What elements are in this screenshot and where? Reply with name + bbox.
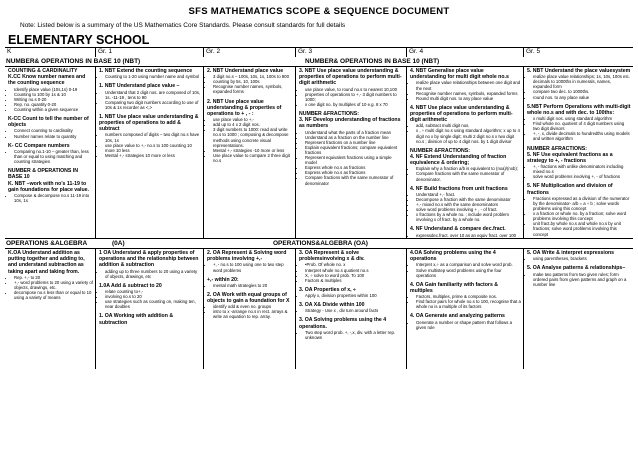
cell-oa-gr2 — [203, 249, 295, 369]
standard-bullet: • Explain why a fraction a/b is equivalent to (nxa)/(nxb); — [416, 166, 521, 171]
standard-bullet-list — [299, 87, 404, 107]
standard-bullet-list — [207, 74, 293, 94]
spacer — [207, 320, 293, 324]
standard-heading: 4.OA Solving problems using the 4 operations — [410, 250, 496, 263]
standard-bullet: • properties of operations to +,- 3 digit numbers to 1000; — [305, 92, 404, 102]
standard-bullet: • expressdec.fract. over 10 as an equiv fract. over 100 — [416, 233, 521, 238]
standard-bullet: • intro to x -arrange no.s in rect. arrays & write an equation to rep. array. — [213, 309, 293, 319]
standard-heading: 5.NBT Perform Operations with multi-digit whole no.s and with dec. to 100ths: — [527, 103, 631, 116]
standard-bullet-list — [8, 149, 93, 164]
standard-heading: 1. OA Working with addition & subtraction — [99, 313, 174, 326]
standard-bullet: • •Prob. Of whole no. x — [305, 262, 404, 267]
standard-bullet: • realize place value relationships; 1s, 10s, 100s etc. decimals to 1000ths in numerals, names, expanded form — [533, 74, 631, 89]
cell-oa-k — [5, 249, 95, 369]
standard-heading: 5. OA Analyse patterns & relationships– — [527, 265, 626, 272]
oa-left-label: OPERATIONS &ALGEBRA — [6, 240, 88, 247]
standard-bullet: • Solve multistep word problems using the four operations — [416, 268, 521, 278]
standard-bullet-list — [207, 117, 293, 163]
standard-bullet: • Number names relate to quantity — [14, 134, 93, 139]
standard-bullet: • Express whole no.s as fractions — [305, 165, 404, 170]
standard-bullet: • Strategy - Use x , div turn around facts — [305, 308, 404, 313]
standard-bullet: • +, - fractions with unlike denominators including mixed no.s — [533, 164, 631, 174]
standard-bullet-list — [207, 262, 293, 272]
cell-oa-gr1 — [95, 249, 203, 369]
standard-bullet: • Mental +,- strategies -10 more or less — [213, 148, 293, 153]
spacer — [527, 287, 631, 291]
standard-bullet: • +,- word problems to 20 using a variety of objects, drawings, etc. — [14, 280, 93, 290]
standard-heading: 3. OA Represent & solve problemsinvolving x & div. — [299, 250, 365, 263]
standard-bullet: • Counting to 100 by 1s & 10 — [14, 92, 93, 97]
standard-bullet: • Interpret whole no.s quotient no.s — [305, 268, 404, 273]
standard-bullet: • Interpret x,÷ as a comparison and solve word prob. — [416, 262, 521, 267]
standard-bullet-list — [99, 132, 201, 157]
standard-bullet: • Understand +,- fract. — [416, 192, 521, 197]
cell-oa-gr5 — [523, 249, 633, 369]
standard-heading: 5. OA Write & interpret expressions — [527, 250, 615, 256]
standard-bullet-list — [8, 193, 93, 203]
standard-bullet: • Counting to 1-20 using number name and symbol — [105, 74, 201, 79]
standard-bullet: • Identify place value (10s,1s) 0-19 — [14, 87, 93, 92]
standard-bullet: • Generate a number or shape pattern that follows a given rule — [416, 320, 521, 330]
standard-bullet: • adding up to three numbers to 20 using a variety of objects, drawings, etc — [105, 269, 201, 279]
standard-bullet: • X, ÷ solve to word prob. To 100 — [305, 273, 404, 278]
standard-heading: 1. NBT Extend the counting sequence — [99, 68, 193, 74]
standard-heading: COUNTING & CARDINALITY — [8, 68, 78, 74]
standard-bullet: • realize place value relationships between one digit and the next — [416, 80, 521, 90]
standard-bullet: • Comparing two digit numbers according to use of 10s & 1s recorder as <,> — [105, 100, 201, 110]
standard-bullet: • Represent fractions on a number line — [305, 140, 404, 145]
document-title: SFS MATHEMATICS SCOPE & SEQUENCE DOCUMENT — [188, 6, 450, 17]
standard-heading: 5. NF Use equivalent fractions as a strategy to +, - fractions — [527, 151, 613, 164]
standard-heading: 5. NF Multiplication and division of fractions — [527, 183, 613, 196]
standard-heading: 4. NBT Generalise place value understanding for multi digit whole no.s — [410, 68, 509, 81]
standard-bullet: • Apply x, division properties within 100 — [305, 293, 404, 298]
standard-bullet-list — [299, 130, 404, 186]
standard-bullet: • solve word problems involving + , - of fract. — [416, 207, 521, 212]
oa-grid — [5, 249, 633, 369]
standard-bullet: • Factors, multiples, prime & composite nos. — [416, 294, 521, 299]
standard-bullet: • +,- mixed no.s with the same denominators — [416, 202, 521, 207]
cell-nbt-gr5 — [523, 67, 633, 252]
nbt-left-label: NUMBER& OPERATIONS IN BASE 10 (NBT) — [6, 58, 141, 65]
standard-heading: +,- within 20: — [207, 276, 239, 283]
standard-bullet-list — [99, 90, 201, 110]
standard-bullet: • numbers composed of digits – two digit no.s have 10s, 1s — [105, 132, 201, 142]
standard-heading: K. NBT –work with no's 11-19 to gain foundations for place value. — [8, 180, 89, 193]
standard-heading: 2. NBT Understand place value — [207, 68, 284, 74]
standard-bullet: • add, subtract multi digit nos. — [416, 123, 521, 128]
standard-bullet: • relate counting to+,- — [105, 289, 201, 294]
nbt-grid — [5, 67, 633, 238]
standard-bullet: • decompose no.s less than or equal to 10 using a variety of means — [14, 290, 93, 300]
cell-nbt-gr3 — [295, 67, 406, 252]
standard-bullet-list — [410, 192, 521, 223]
column-gr2: Gr. 2 — [203, 48, 295, 57]
standard-bullet: • make two patterns from two given rules; form ordered pairs from given patterns and graph on a number line — [533, 272, 631, 287]
standard-bullet-list — [8, 128, 93, 138]
standard-bullet: • Find whole no. quotient of 4 digit numbers using two digit divisors — [533, 121, 631, 131]
standard-bullet-list — [99, 289, 201, 309]
spacer — [99, 158, 201, 162]
standard-bullet: • x multi digit nos. using standard algorithm — [533, 116, 631, 121]
standard-bullet: • Rep. +,- to 20 — [14, 275, 93, 280]
standard-heading: 3. OA Solving problems using the 4 operations. — [299, 317, 387, 330]
standard-bullet: • x a fraction or whole no. by a fraction; solve word problems involving this concept — [533, 211, 631, 221]
standard-heading: 5. NBT Understand the place valuesystem — [527, 68, 631, 74]
standard-heading: K- CC Compare numbers — [8, 142, 70, 149]
standard-bullet-list — [410, 262, 521, 277]
standard-bullet: • Round multi digit nos. to any place value — [416, 96, 521, 101]
standard-bullet: • 3 digit numbers to 1000: read and write no.s to 1000 ; composing & decompose methods using concrete visual representations. — [213, 127, 293, 147]
standard-heading: 4. NF Extend Understanding of fraction equivalence & ordering; — [410, 153, 507, 167]
standard-bullet: • Use place value to compare 2 three digit no.s — [213, 153, 293, 163]
standard-heading: 4. NF Understand & compare dec.fract. — [410, 226, 506, 233]
standard-bullet-list — [527, 116, 631, 141]
standard-bullet: • identify odd & even no. groups — [213, 304, 293, 309]
standard-heading: K.CC Know number names and the counting sequence — [8, 74, 86, 87]
standard-bullet: • unit fract.by whole no.s and whole no.s by unit fractions; solve word problems involving this concept — [533, 221, 631, 236]
standard-bullet: • Explain equivalent fractions; compare equivalent fractions — [305, 145, 404, 155]
standard-bullet: • use place value, to round no.s to nearest 10,100 — [305, 87, 404, 92]
standard-bullet-list — [527, 74, 631, 99]
standard-heading: K.OA Understand addition as putting together and adding to, and understand subtraction as taking apart and taking from. — [8, 250, 85, 275]
standard-heading: 3. OA Properties of x, ÷ — [299, 286, 356, 293]
spacer — [8, 203, 93, 207]
standard-bullet-list — [8, 87, 93, 112]
column-gr1: Gr. 1 — [95, 48, 203, 57]
standard-heading: 4. NBT Use place value understanding & properties of operations to perform multi-digit arithmetic — [410, 104, 513, 124]
spacer — [8, 300, 93, 304]
standard-heading: 2. OA Work with equal groups of objects to gain a foundation for X — [207, 291, 290, 305]
spacer — [410, 330, 521, 334]
oa-section-band — [5, 238, 633, 249]
standard-bullet: • +, -, x, divide decimals to hundredths using models and written algorithm — [533, 131, 631, 141]
standard-heading: 1. NBT Use place value understanding & properties of operations to add & subtract — [99, 113, 199, 133]
standard-heading: 1.0A Add & subtract to 20 — [99, 282, 162, 289]
standard-bullet-list — [410, 80, 521, 100]
standard-bullet: • Rep. no. quantity 0-20 — [14, 102, 93, 107]
standard-bullet: • x one digit no. by multiples of 10 e.g. 8 x 70 — [305, 102, 404, 107]
standard-bullet: • Represent equivalent fractions using a simple model — [305, 155, 404, 165]
standard-bullet: • Decompose a fraction with the same denominator — [416, 197, 521, 202]
standard-bullet: • use place value to +,- no.s to 100 counting 10 more 10 less — [105, 143, 201, 153]
oa-left-code: (0A) — [112, 240, 125, 247]
standard-bullet: • Express whole no.s as fractions — [305, 170, 404, 175]
standard-heading: 1 OA Understand & apply properties of operations and the relationship between addition & subtraction — [99, 250, 199, 269]
cell-nbt-gr1 — [95, 67, 203, 252]
standard-heading: NUMBER &FRACTIONS: — [410, 147, 470, 154]
standard-heading: 4. NF Build fractions from unit fractions — [410, 185, 508, 192]
column-k: K — [7, 48, 12, 55]
standard-heading: 3. NF Develop understanding of fractions as numbers — [299, 117, 401, 130]
spacer — [299, 186, 404, 190]
column-gr5: Gr. 5 — [523, 48, 633, 57]
standard-bullet: • solve word problems involving +, - of fractions — [533, 174, 631, 179]
standard-heading: NUMBER & OPERATIONS IN BASE 10 — [8, 168, 78, 181]
standard-bullet-list — [410, 166, 521, 181]
standard-heading: NUMBER &FRACTIONS: — [527, 145, 587, 152]
standard-bullet-list — [299, 262, 404, 282]
column-gr3: Gr. 3 — [295, 48, 406, 57]
standard-bullet: • Recognise number names, symbols, expanded forms — [416, 91, 521, 96]
standard-bullet: • Compare fractions with the same numerator of denominator — [305, 175, 404, 185]
oa-right-label: OPERATIONS&ALGEBRA (OA) — [273, 240, 368, 247]
standard-bullet: • Writing no.s 0-20 — [14, 97, 93, 102]
standard-bullet: • Counting within a given sequence — [14, 107, 93, 112]
standard-bullet-list — [99, 74, 201, 79]
cell-oa-gr3 — [295, 249, 406, 369]
standard-bullet-list — [8, 275, 93, 300]
standard-bullet: • Understand that 2 digit nos. are composed of 10s, 1s. -11-19 , tens to 90 — [105, 90, 201, 100]
standard-heading: K-CC Count to tell the number of objects — [8, 116, 89, 129]
consult-note: Note: Listed below is a summary of the US Mathematics Core Standards. Please consult standards for full details — [20, 22, 346, 29]
standard-heading: 4. OA Gain familiarity with factors & multiples — [410, 281, 499, 294]
standard-bullet-list — [527, 272, 631, 287]
standard-bullet: • Fractions expressed as a division of the numerator by the denominator- a/b = a ÷ b ; solve words problems using this concept — [533, 196, 631, 211]
standard-bullet-list — [527, 196, 631, 237]
standard-bullet: • compare two dec. to 1000ths. — [533, 89, 631, 94]
school-level-heading: ELEMENTARY SCHOOL — [8, 33, 150, 47]
standard-bullet-list — [207, 304, 293, 319]
standard-bullet: • round nos. to any place value — [533, 95, 631, 100]
spacer — [299, 340, 404, 344]
cell-nbt-gr2 — [203, 67, 295, 252]
standard-bullet-list — [410, 320, 521, 330]
standard-bullet-list — [527, 164, 631, 179]
standard-bullet: • Understand what the parts of a fraction mean — [305, 130, 404, 135]
standard-bullet: • counting by 5s, 10, 100s — [213, 79, 293, 84]
standard-bullet: • Find factor pairs for whole no.s to 100, recognise that a whole no is a multiple of its factors — [416, 299, 521, 309]
standard-heading: 2. NBT Use place value understanding & properties of operations to + , - : — [207, 98, 282, 117]
standard-bullet-list — [410, 123, 521, 143]
standard-bullet: • x fractions by a whole no. ; include word problem involving x of fract. by a whole no. — [416, 212, 521, 222]
standard-bullet: • add up to 4 x 2 digit nos. — [213, 122, 293, 127]
standard-bullet: • use place value to +,- — [213, 117, 293, 122]
spacer — [207, 163, 293, 167]
column-gr4: Gr. 4 — [406, 48, 523, 57]
standard-bullet-list — [99, 269, 201, 279]
cell-nbt-gr4 — [406, 67, 523, 252]
standard-bullet: • involving no.s to 20 — [105, 294, 201, 299]
standard-bullet: • Connect counting to cardinality — [14, 128, 93, 133]
cell-oa-gr4 — [406, 249, 523, 369]
standard-heading: 2. OA Represent & Solving word problems involving +,- — [207, 250, 287, 263]
nbt-section-band — [5, 57, 633, 67]
standard-heading: 3. NBT Use place value understanding & properties of operations to perform multi-digit arithmetic — [299, 68, 402, 87]
standard-bullet: • Compose & decompose no.s 11-19 into 10s, 1s — [14, 193, 93, 203]
standard-bullet: • Compare fractions with the same numerator of denominator. — [416, 171, 521, 181]
standard-heading: NUMBER &FRACTIONS: — [299, 110, 359, 117]
standard-bullet: • Recognise number names, symbols, expanded forms — [213, 84, 293, 94]
standard-bullet: • x , ÷ multi digit no.s using standard algorithm; x up to 4 digit no x by single digit; multi 2 digit no.s x two digit no.s ; division of up to 4 digit nos. by 1 digit divisor — [416, 128, 521, 143]
cell-nbt-k — [5, 67, 95, 252]
nbt-right-label: NUMBER& OPERATIONS IN BASE 10 (NBT) — [305, 58, 440, 65]
standard-bullet: • Understand as a fraction on the number line — [305, 135, 404, 140]
standard-bullet: • mental math strategies to 20 — [213, 283, 293, 288]
standard-bullet: • using parentheses, brackets — [533, 256, 631, 261]
standard-bullet: • Mental +,- strategies 10 more or less — [105, 153, 201, 158]
standard-heading: 3. OA X& Divide within 100 — [299, 302, 365, 309]
standard-bullet-list — [299, 330, 404, 340]
standard-heading: 1. NBT Understand place value – — [99, 83, 180, 90]
standard-bullet: • Factors & multiples — [305, 278, 404, 283]
standard-bullet: • +, - no.s to 100 using one to two step word problems — [213, 262, 293, 272]
standard-bullet: • 3 digit no.s – 100s, 10s, 1s, 100s to 900 — [213, 74, 293, 79]
standard-bullet-list — [410, 294, 521, 309]
standard-bullet: • Comparing no.1-10 – greater than, less than or equal to using matching and counting strategies — [14, 149, 93, 164]
standard-bullet: • Two step word prob. +, -,x, div. with a letter rep. unknown — [305, 330, 404, 340]
standard-heading: 4. OA Generate and analyzing patterns — [410, 313, 505, 320]
standard-bullet: • use strategies such as counting on, making ten, near doubles — [105, 299, 201, 309]
